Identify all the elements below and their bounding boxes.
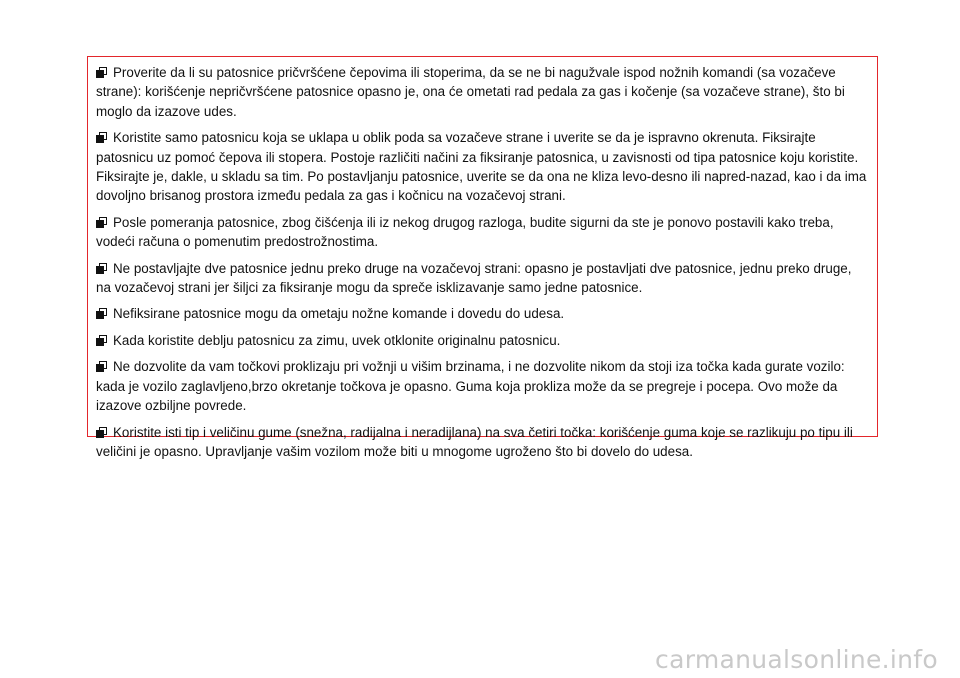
warning-paragraph (96, 128, 869, 206)
square-bullet-icon (96, 335, 107, 346)
square-bullet-icon (96, 308, 107, 319)
warning-paragraph (96, 63, 869, 121)
square-bullet-icon (96, 132, 107, 143)
warning-text: Posle pomeranja patosnice, zbog čišćenja ili iz nekog drugog razloga, budite sigurni da ste je ponovo postavili kako treba, vodeći računa o pomenutim predostrožnostima. (96, 214, 834, 250)
square-bullet-icon (96, 361, 107, 372)
square-bullet-icon (96, 263, 107, 274)
warning-text: Ne postavljajte dve patosnice jednu preko druge na vozačevoj strani: opasno je postavljati dve patosnice, jednu preko druge, na vozačevoj strani jer šiljci za fiksiranje mogu da spreče isklizavanje samo jedne patosnice. (96, 260, 852, 296)
watermark: carmanualsonline.info (655, 645, 938, 674)
square-bullet-icon (96, 67, 107, 78)
warning-text: Kada koristite deblju patosnicu za zimu, uvek otklonite originalnu patosnicu. (113, 332, 561, 348)
warning-paragraph (96, 304, 869, 323)
warning-paragraph (96, 259, 869, 298)
warning-paragraph (96, 357, 869, 415)
warning-box (87, 56, 878, 459)
square-bullet-icon (96, 427, 107, 438)
warning-text: Koristite samo patosnicu koja se uklapa u oblik poda sa vozačeve strane i uverite se da je ispravno okrenuta. Fiksirajte patosnicu uz pomoć čepova ili stopera. Postoje različiti načini za fiksiranje patosnica, u zavisnosti od tipa patosnice koju koristite. Fiksirajte je, dakle, u skladu sa tim. Po postavljanju patosnice, uverite se da ona ne kliza levo-desno ili napred-nazad, kao i da ima dovoljno brisanog prostora između pedala za gas i kočnicu na vozačevoj strani. (96, 130, 867, 204)
warning-text: Koristite isti tip i veličinu gume (snežna, radijalna i neradijlana) na sva četiri točka: korišćenje guma koje se razlikuju po tipu ili veličini je opasno. Upravljanje vašim vozilom može biti u mnogome ugroženo što bi dovelo do udesa. (96, 424, 853, 459)
warning-text: Proverite da li su patosnice pričvršćene čepovima ili stoperima, da se ne bi nagužvale ispod nožnih komandi (sa vozačeve strane): korišćenje nepričvršćene patosnice opasno je, ona će ometati rad pedala za gas i kočenje (sa vozačeve strane), što bi moglo da izazove udes. (96, 65, 845, 119)
warning-paragraph (96, 213, 869, 252)
warning-text: Nefiksirane patosnice mogu da ometaju nožne komande i dovedu do udesa. (113, 306, 565, 322)
warning-paragraph (96, 423, 869, 462)
square-bullet-icon (96, 217, 107, 228)
warning-paragraph (96, 331, 869, 350)
warning-text: Ne dozvolite da vam točkovi proklizaju pri vožnji u višim brzinama, i ne dozvolite nikom da stoji iza točka kada gurate vozilo: kada je vozilo zaglavljeno,brzo okretanje točkova je opasno. Guma koja prokliza može da se pregreje i pocepa. Ovo može da izazove ozbiljne povrede. (96, 359, 845, 414)
